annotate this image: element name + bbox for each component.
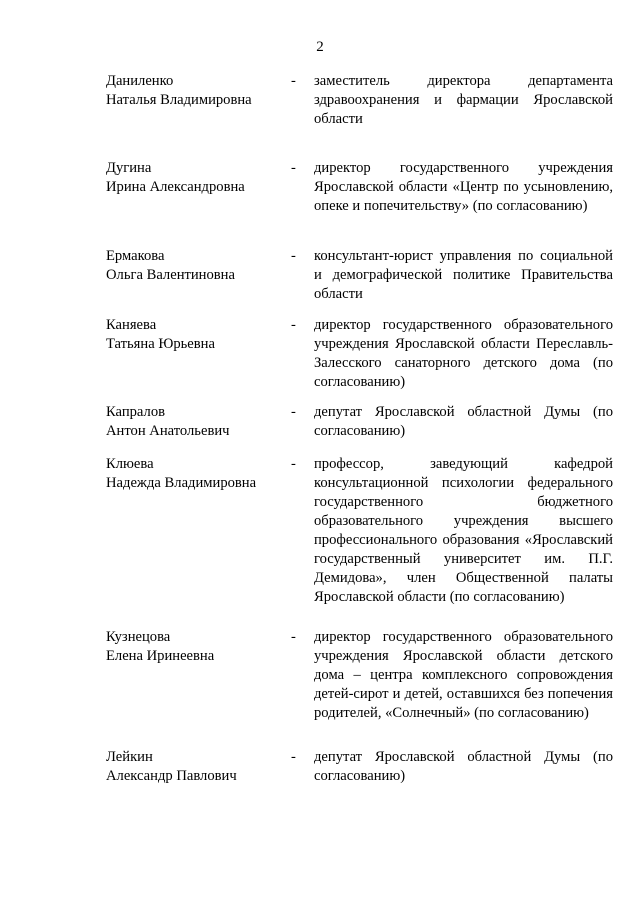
member-name	[106, 628, 286, 666]
member-position: консультант-юрист управления по социальной и демографической политике Правительства области	[314, 248, 613, 302]
member-given-names: Елена Иринеевна	[106, 648, 215, 664]
member-given-names: Ольга Валентиновна	[106, 267, 235, 283]
member-name	[106, 455, 286, 493]
page-number: 2	[316, 39, 324, 55]
member-surname: Клюева	[106, 456, 154, 472]
member-position: заместитель директора департамента здравоохранения и фармации Ярославской области	[314, 73, 613, 127]
member-surname: Кузнецова	[106, 629, 171, 645]
member-given-names: Ирина Александровна	[106, 179, 245, 195]
member-position: директор государственного образовательного учреждения Ярославской области детского дома – центра комплексного сопровождения детей-сирот и детей, оставшихся без попечения родителей, «Солнечный» (по согласованию)	[314, 629, 613, 721]
member-position: директор государственного учреждения Ярославской области «Центр по усыновлению, опеке и попечительству» (по согласованию)	[314, 160, 613, 214]
member-position: профессор, заведующий кафедрой консультационной психологии федерального государственного бюджетного образовательного учреждения высшего профессионального образования «Ярославский государственный университет им. П.Г. Демидова», член Общественной палаты Ярославской области (по согласованию)	[314, 456, 613, 605]
separator-dash: -	[291, 160, 296, 176]
member-surname: Лейкин	[106, 749, 153, 765]
member-given-names: Наталья Владимировна	[106, 92, 252, 108]
separator-dash: -	[291, 317, 296, 333]
member-name	[106, 72, 286, 110]
member-given-names: Надежда Владимировна	[106, 475, 257, 491]
separator-dash: -	[291, 629, 296, 645]
member-given-names: Антон Анатольевич	[106, 423, 230, 439]
member-surname: Дугина	[106, 160, 152, 176]
member-name	[106, 403, 286, 441]
member-position: депутат Ярославской областной Думы (по согласованию)	[314, 749, 613, 784]
member-surname: Даниленко	[106, 73, 174, 89]
member-surname: Ермакова	[106, 248, 165, 264]
member-surname: Каняева	[106, 317, 157, 333]
member-name	[106, 316, 286, 354]
member-name	[106, 748, 286, 786]
separator-dash: -	[291, 404, 296, 420]
separator-dash: -	[291, 248, 296, 264]
member-surname: Капралов	[106, 404, 166, 420]
separator-dash: -	[291, 456, 296, 472]
member-name	[106, 159, 286, 197]
member-given-names: Александр Павлович	[106, 768, 237, 784]
member-name	[106, 247, 286, 285]
member-position: директор государственного образовательного учреждения Ярославской области Переславль-Залесского санаторного детского дома (по согласованию)	[314, 317, 613, 390]
separator-dash: -	[291, 73, 296, 89]
member-position: депутат Ярославской областной Думы (по согласованию)	[314, 404, 613, 439]
member-given-names: Татьяна Юрьевна	[106, 336, 215, 352]
separator-dash: -	[291, 749, 296, 765]
